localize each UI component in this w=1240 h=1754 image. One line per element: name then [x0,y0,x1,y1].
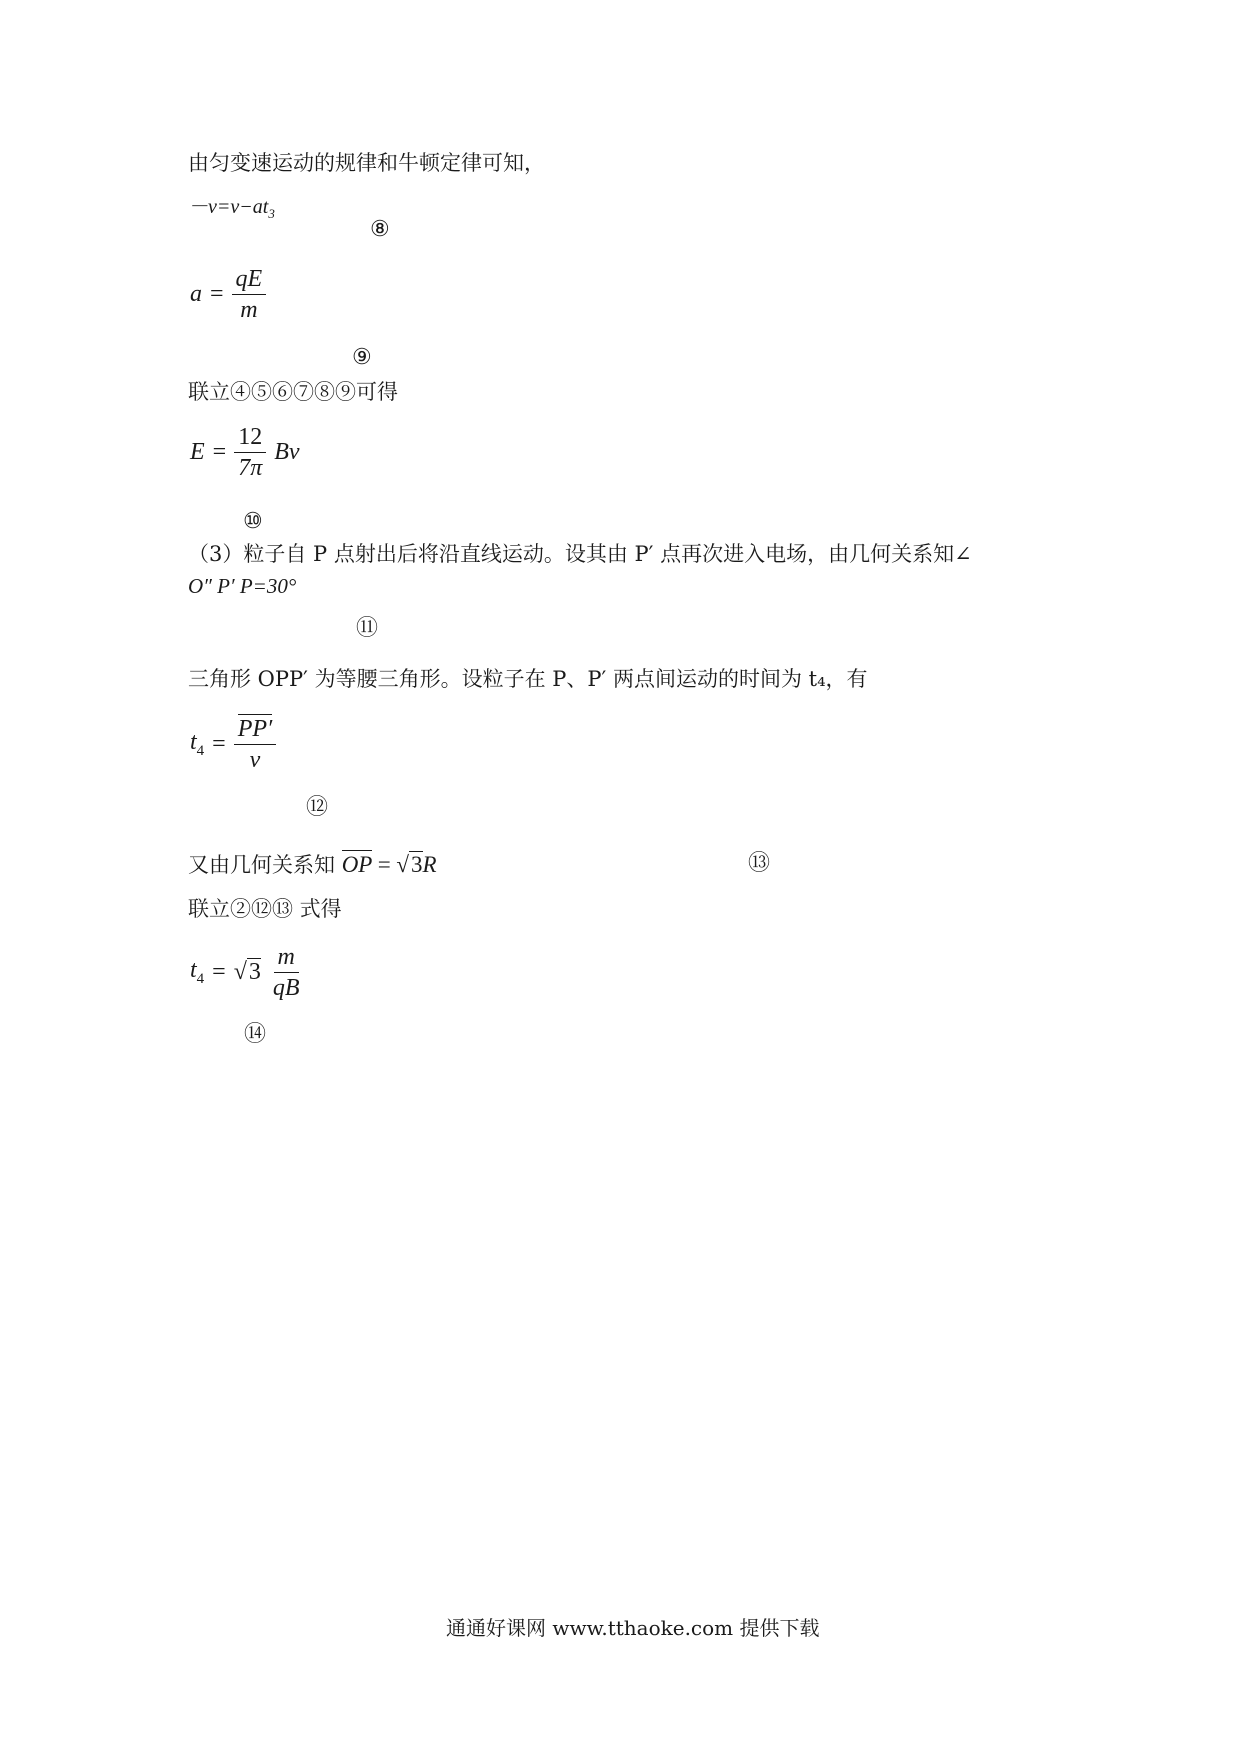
footer-text: 通通好课网 www.tthaoke.com 提供下载 [446,1616,820,1640]
equation-14-root: √3 [233,959,261,986]
equation-14-equals: = [212,959,226,986]
equation-14-denominator: qB [272,975,300,1002]
equation-14-fraction [269,944,304,1002]
geometry-line-text: 又由几何关系知 [188,853,335,877]
equation-9 [190,266,266,324]
equation-14-numerator: m [274,944,299,973]
equation-9-numerator: qE [232,266,267,295]
equation-mark-9: ⑨ [352,345,372,370]
equation-mark-8: ⑧ [370,217,390,242]
equation-mark-11: ⑪ [356,616,379,641]
intro-line: 由匀变速运动的规律和牛顿定律可知， [188,151,545,175]
equation-9-denominator: m [240,297,258,324]
part3-line-1: （3）粒子自 P 点射出后将沿直线运动。设其由 P′ 点再次进入电场，由几何关系知∠ [188,542,972,566]
equation-14-lhs: $t_4$ [190,957,205,988]
equation-12-equals: = [212,731,226,758]
equation-10-equals: = [212,439,227,466]
equation-mark-12: ⑫ [306,795,329,820]
part3-line-2: O″ P′ P=30° [188,574,297,598]
equation-10-lhs: E [190,439,205,466]
combine-line-2: 联立②⑫⑬ 式得 [188,897,342,921]
equation-mark-14: ⑭ [244,1022,267,1047]
geometry-line [188,852,437,878]
equation-8-subscript: 3 [268,206,275,221]
triangle-line: 三角形 OPP′ 为等腰三角形。设粒子在 P、P′ 两点间运动的时间为 t₄，有 [188,667,868,691]
equation-12 [190,716,276,774]
equation-8-text: －v=v−at [188,196,269,218]
equation-10-tail: Bv [274,439,300,466]
combine-line-1: 联立④⑤⑥⑦⑧⑨可得 [188,380,398,404]
equation-10-numerator: 12 [234,424,266,453]
equation-mark-13: ⑬ [748,851,771,876]
equation-9-equals: = [210,281,224,308]
equation-12-fraction [234,716,277,774]
equation-12-denominator: v [249,747,261,774]
equation-10 [190,424,300,482]
equation-10-fraction [234,424,266,482]
geometry-line-formula: OP = √3R [341,852,437,877]
equation-9-lhs: a [190,281,202,308]
equation-14 [190,944,304,1002]
equation-8 [188,190,275,222]
equation-10-denominator: 7π [238,455,263,482]
equation-12-numerator: PP′ [234,716,277,745]
equation-12-lhs: $t_4$ [190,729,205,760]
equation-mark-10: ⑩ [243,509,263,534]
equation-9-fraction [232,266,267,324]
